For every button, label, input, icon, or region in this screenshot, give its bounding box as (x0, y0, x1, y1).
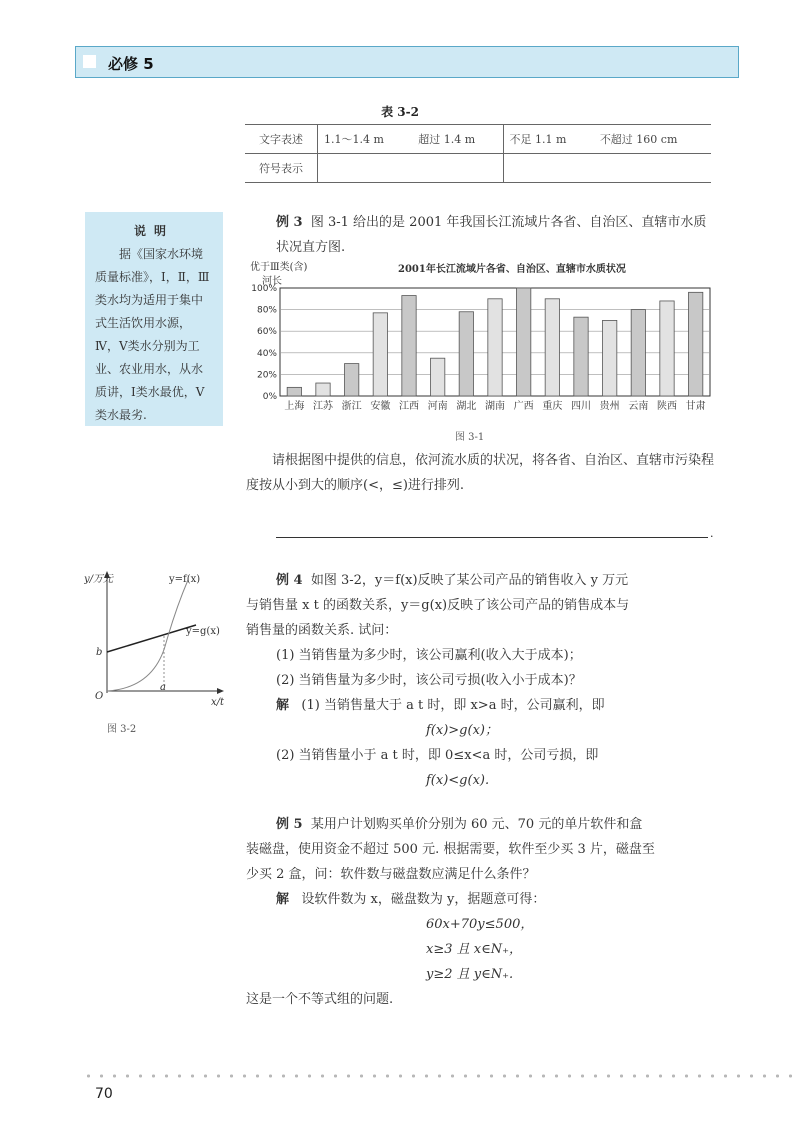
example-5-line2: 装磁盘，使用资金不超过 500 元. 根据需要，软件至少买 3 片，磁盘至 (246, 842, 655, 857)
table-row (245, 154, 711, 183)
chart-x-tick-label: 广西 (513, 401, 534, 412)
answer-blank-line[interactable] (276, 537, 708, 538)
table-cell-empty (503, 154, 711, 183)
example-5-conclusion: 这是一个不等式组的问题. (246, 992, 394, 1007)
table-caption: 表 3-2 (381, 105, 419, 119)
chart-bar-陕西 (660, 301, 674, 396)
example-4-sol1-formula: f(x)>g(x)； (426, 723, 498, 738)
example-4-line (246, 568, 722, 593)
x-axis-label: x/t (211, 697, 225, 708)
example-4-block (246, 568, 722, 793)
x-axis-arrow-icon (217, 688, 224, 694)
chart-bar-云南 (631, 310, 645, 396)
chart-bar-上海 (287, 387, 301, 396)
chart-bar-江西 (402, 296, 416, 396)
chart-bar-河南 (431, 358, 445, 396)
example-4-sol2-formula: f(x)<g(x). (426, 773, 490, 788)
chart-bar-重庆 (545, 299, 559, 396)
example-4-sol-line (246, 693, 722, 718)
example-5-ineq3: y≥2 且 y∈N₊. (426, 967, 514, 982)
chart-bar-贵州 (603, 320, 617, 396)
chart-x-tick-label: 湖北 (456, 401, 477, 412)
example-4-line1: 如图 3-2，y＝f(x)反映了某公司产品的销售收入 y 万元 (310, 573, 629, 588)
example-5-ineq2: x≥3 且 x∈N₊， (426, 942, 522, 957)
chart-bar-四川 (574, 317, 588, 396)
chart-bar-江苏 (316, 383, 330, 396)
example-4-q1: (1) 当销售量为多少时，该公司赢利(收入大于成本)； (276, 648, 582, 663)
chart-x-tick-label: 江苏 (313, 401, 333, 412)
example-5-block (246, 812, 722, 1012)
line-g-label: y=g(x) (186, 626, 220, 637)
example-5-line3: 少买 2 盒，问：软件数与磁盘数应满足什么条件？ (246, 867, 536, 882)
line-g (107, 625, 196, 652)
chart-bar-甘肃 (689, 292, 703, 396)
example-4-label: 例 4 (276, 573, 303, 588)
example-4-sol1: (1) 当销售量大于 a t 时，即 x>a 时，公司赢利，即 (301, 698, 605, 713)
example-3-text (276, 210, 716, 260)
table-row-head: 符号表示 (245, 154, 318, 183)
chart-x-tick-label: 云南 (628, 401, 649, 412)
table-row (245, 125, 711, 154)
chart-x-tick-label: 湖南 (485, 401, 505, 412)
chart-y-tick-label: 20% (256, 370, 277, 381)
example-3-label: 例 3 (276, 215, 303, 230)
chart-y-tick-label: 40% (256, 348, 277, 359)
chart-ylabel-line: 优于Ⅲ类(含) (250, 262, 308, 273)
chart-x-tick-label: 甘肃 (685, 401, 706, 412)
chart-x-tick-label: 重庆 (542, 401, 563, 412)
figure-3-2 (84, 568, 244, 708)
example-4-sol-label: 解 (276, 698, 290, 713)
example-3-body: 图 3-1 给出的是 2001 年我国长江流域片各省、自治区、直辖市水质状况直方图. (276, 215, 707, 255)
chart-bar-安徽 (373, 313, 387, 396)
y-axis-label: y/万元 (84, 574, 114, 585)
chart-title: 2001年长江流域片各省、自治区、直辖市水质状况 (398, 264, 626, 275)
chart-y-tick-label: 100% (251, 284, 277, 294)
chart-bar-浙江 (345, 364, 359, 396)
chart-x-tick-label: 河南 (427, 401, 448, 412)
curve-f-label: y=f(x) (169, 574, 201, 585)
page-number: 70 (95, 1086, 113, 1102)
figure-3-2-caption: 图 3-2 (107, 724, 137, 735)
example-3-question: 请根据图中提供的信息，依河流水质的状况，将各省、自治区、直辖市污染程度按从小到大的顺序(<，≤)进行排列. (246, 453, 715, 493)
note-title: 说明 (133, 224, 174, 238)
table-cell: 超过 1.4 m (412, 125, 503, 154)
a-label: a (160, 682, 166, 693)
chart-x-tick-label: 江西 (399, 401, 419, 412)
sidebar-note (85, 212, 223, 426)
example-4-line3: 销售量的函数关系. 试问： (246, 623, 398, 638)
chart-x-tick-label: 四川 (571, 401, 591, 412)
example-5-line1: 某用户计划购买单价分别为 60 元、70 元的单片软件和盒 (310, 817, 643, 832)
example-4-line2: 与销售量 x t 的函数关系，y＝g(x)反映了该公司产品的销售成本与 (246, 598, 630, 613)
chart-y-tick-label: 0% (262, 392, 277, 402)
b-label: b (96, 647, 103, 658)
chart-ylabel-line: 河长 (262, 276, 282, 287)
footer-dotted-rule (82, 1074, 797, 1078)
curve-f (107, 580, 188, 691)
figure-3-1-caption: 图 3-1 (455, 432, 485, 443)
chart-bar-湖南 (488, 299, 502, 396)
chart-bar-广西 (517, 288, 531, 396)
example-4-sol2: (2) 当销售量小于 a t 时，即 0≤x<a 时，公司亏损，即 (276, 748, 599, 763)
chapter-header-bar (75, 46, 739, 78)
chart-y-tick-label: 60% (256, 327, 277, 338)
example-5-ineq1: 60x+70y≤500， (426, 917, 534, 932)
example-5-label: 例 5 (276, 817, 303, 832)
answer-period: . (710, 527, 714, 540)
chart-bar-湖北 (459, 312, 473, 396)
example-5-sol-label: 解 (276, 892, 290, 907)
chart-x-tick-label: 上海 (284, 401, 305, 412)
chart-x-tick-label: 安徽 (370, 401, 391, 412)
note-body: 据《国家水环境质量标准》，Ⅰ，Ⅱ，Ⅲ类水均为适用于集中式生活饮用水源，Ⅳ，Ⅴ类水分别为工业、农业用水，从水质讲，Ⅰ类水最优，Ⅴ类水最劣. (95, 247, 210, 422)
chart-x-tick-label: 浙江 (341, 401, 362, 412)
table-cell: 不超过 160 cm (594, 125, 711, 154)
chart-x-tick-label: 贵州 (599, 401, 620, 412)
header-square-icon (83, 55, 96, 68)
example-5-sol-line (246, 887, 722, 912)
table-cell-empty (318, 154, 504, 183)
example-5-line (246, 812, 722, 837)
table-row-head: 文字表述 (245, 125, 318, 154)
example-4-q2: (2) 当销售量为多少时，该公司亏损(收入小于成本)？ (276, 673, 582, 688)
table-cell: 不足 1.1 m (503, 125, 594, 154)
example-5-sol: 设软件数为 x，磁盘数为 y，据题意可得： (301, 892, 546, 907)
chart-y-tick-label: 80% (256, 305, 277, 316)
chart-x-tick-label: 陕西 (657, 401, 677, 412)
chapter-title: 必修 5 (108, 55, 154, 73)
bar-chart-3-1 (248, 258, 718, 418)
table-cell: 1.1～1.4 m (318, 125, 413, 154)
table-3-2 (245, 124, 711, 183)
origin-label: O (95, 691, 104, 702)
